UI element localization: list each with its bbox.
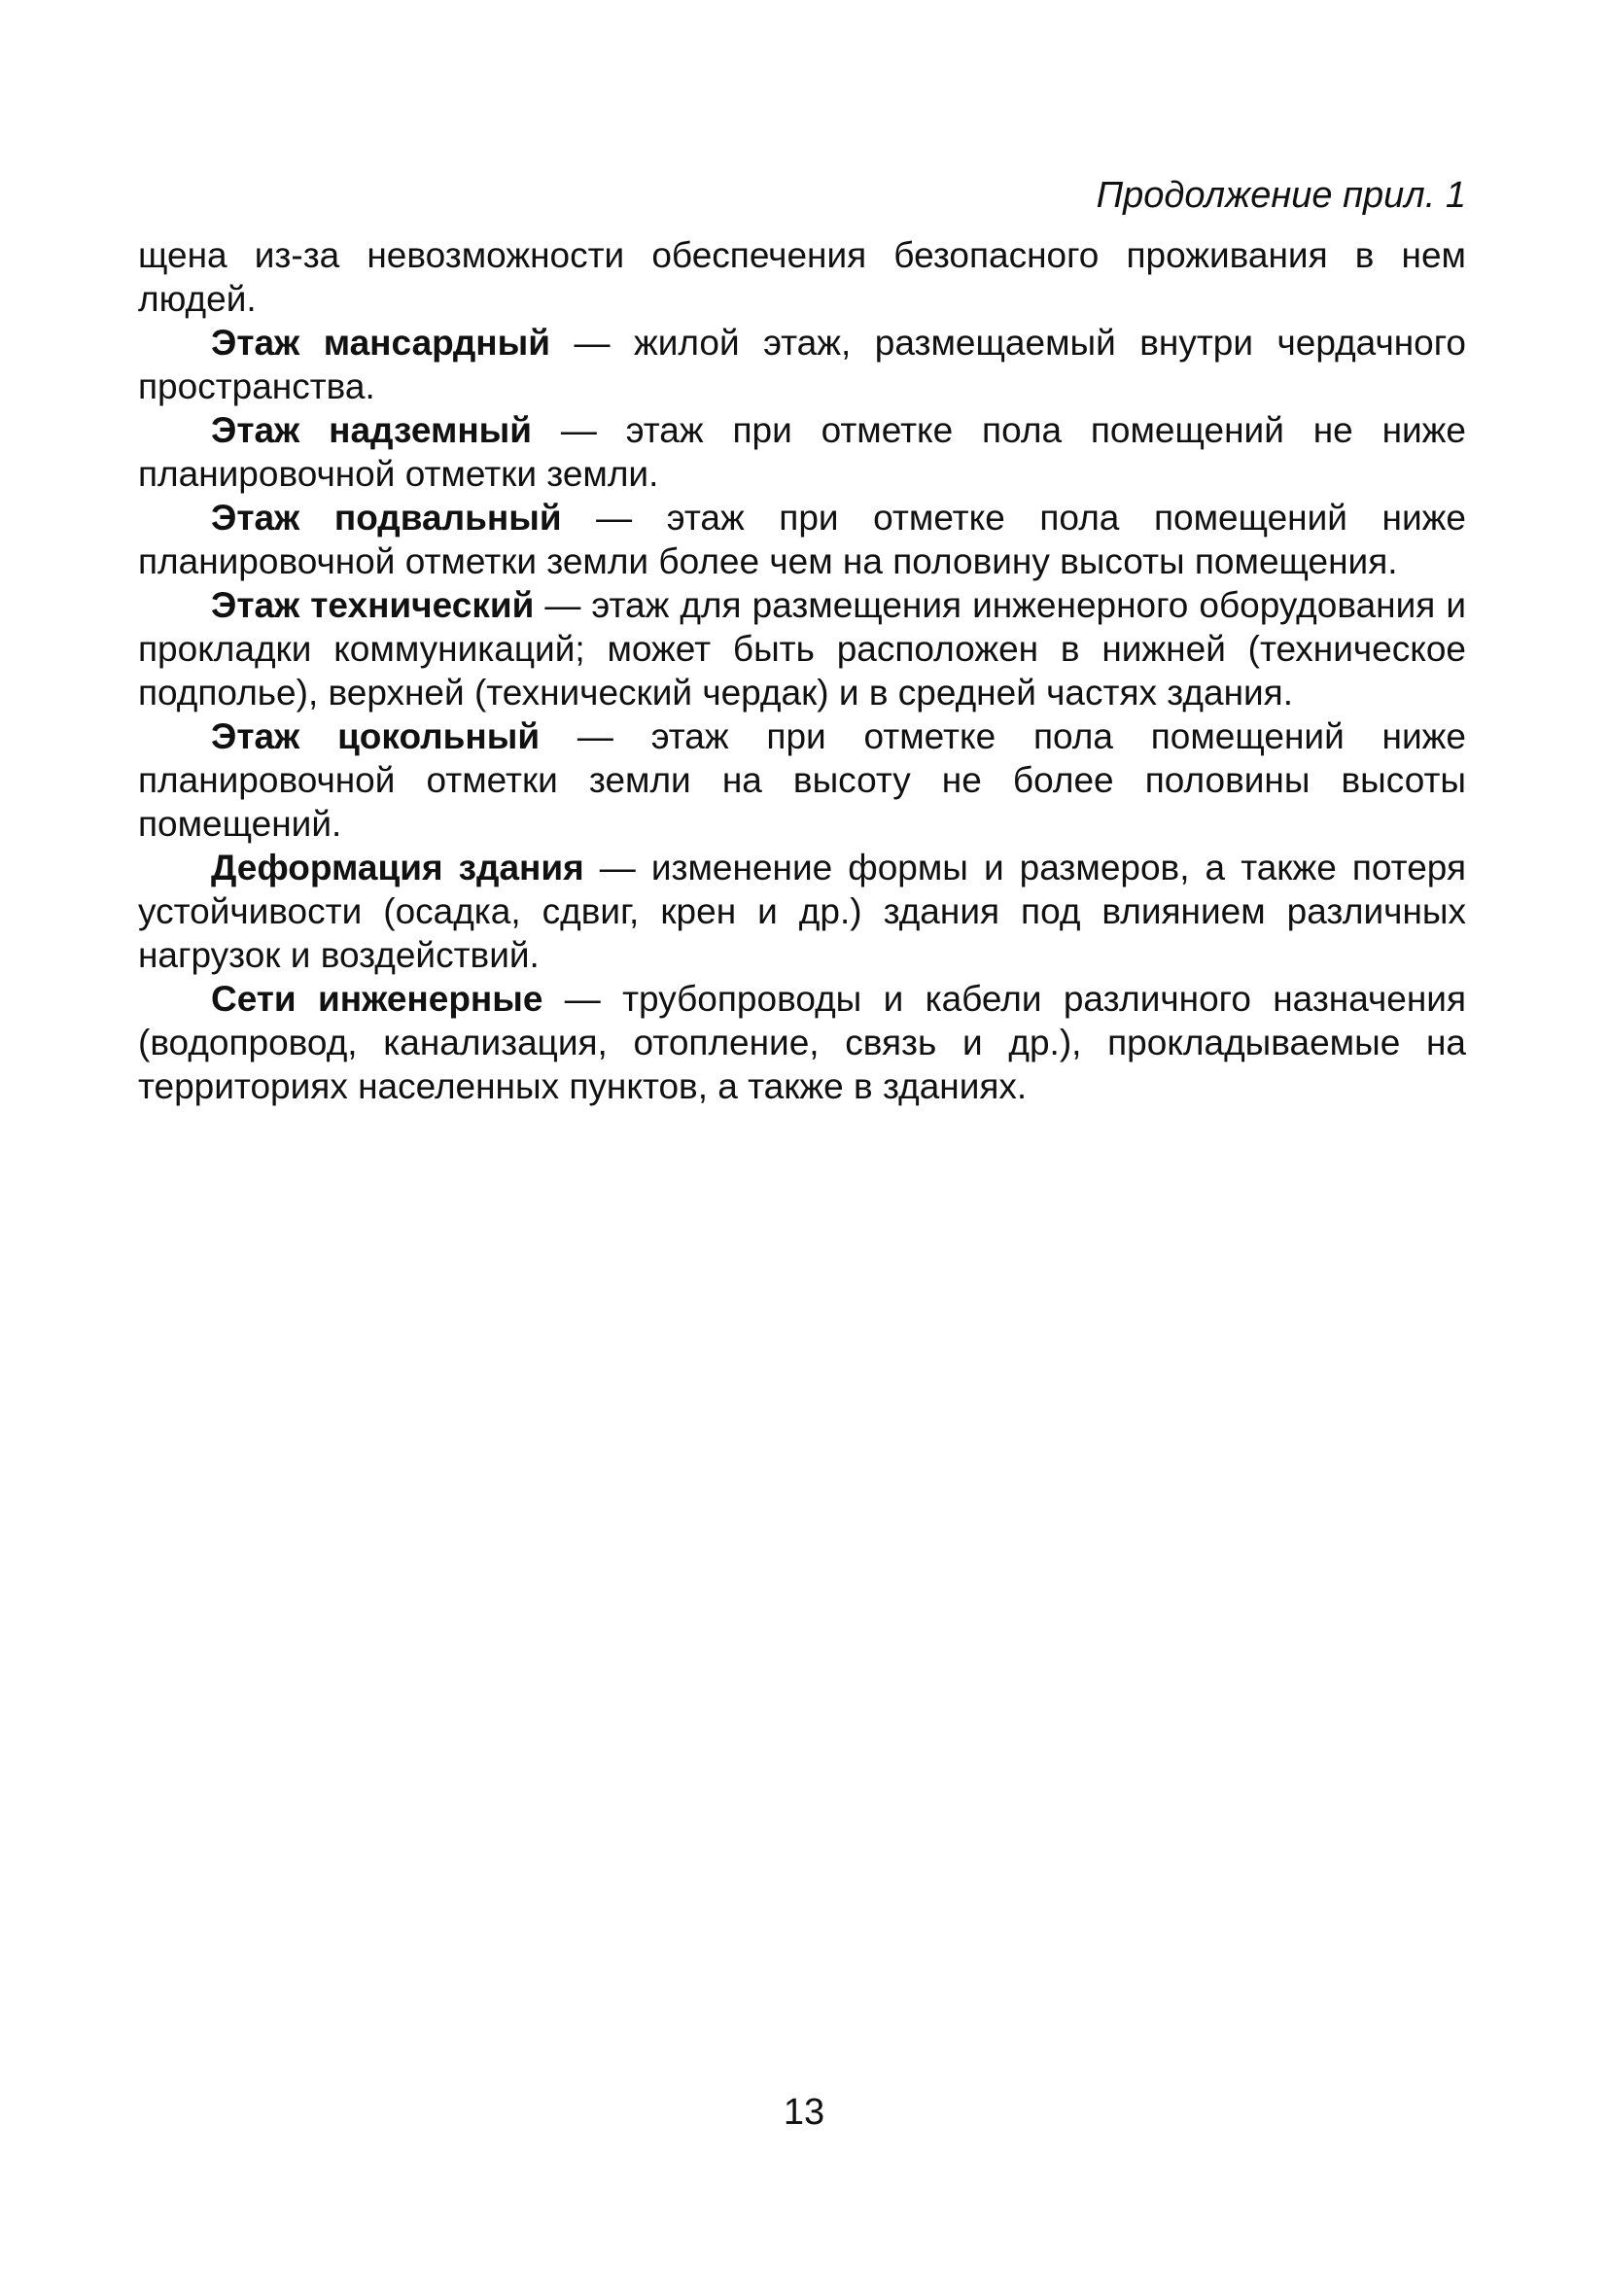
paragraph-continuation [138, 233, 1466, 321]
definition-term: Этаж надземный [211, 410, 533, 450]
definition-text: — трубопроводы и кабели различного назначения (водопровод, канализация, отопление, связь и др.), прокладываемые на территориях населенных пунктов, а также в зданиях. [138, 979, 1466, 1106]
glossary-body [138, 233, 1466, 1108]
paragraph-text: щена из-за невозможности обеспечения безопасного проживания в нем людей. [138, 235, 1466, 319]
definition-term: Этаж цокольный [211, 716, 541, 756]
definition-etazh-nadzemnyy [138, 408, 1466, 496]
definition-term: Этаж мансардный [211, 323, 550, 363]
definition-term: Этаж технический [211, 585, 535, 625]
definition-text: — этаж для размещения инженерного оборудования и прокладки коммуникаций; может быть расположен в нижней (техническое подполье), верхней (технический чердак) и в средней частях здания. [138, 585, 1466, 713]
definition-deformatsiya-zdaniya [138, 846, 1466, 977]
definition-term: Этаж подвальный [211, 498, 562, 538]
definition-etazh-tsokolnyy [138, 714, 1466, 846]
definition-text: — этаж при отметке пола помещений ниже планировочной отметки земли более чем на половину высоты помещения. [138, 498, 1466, 581]
definition-seti-inzhenernye [138, 977, 1466, 1108]
definition-text: — жилой этаж, размещаемый внутри чердачного пространства. [138, 323, 1466, 406]
definition-text: — изменение формы и размеров, а также потеря устойчивости (осадка, сдвиг, крен и др.) здания под влиянием различных нагрузок и воздействий. [138, 848, 1466, 975]
page-number: 13 [783, 2092, 825, 2133]
definition-term: Сети инженерные [211, 979, 543, 1019]
definition-text: — этаж при отметке пола помещений не ниже планировочной отметки земли. [138, 410, 1466, 494]
definition-etazh-mansardnyy [138, 321, 1466, 408]
definition-etazh-podvalnyy [138, 496, 1466, 583]
definition-text: — этаж при отметке пола помещений ниже планировочной отметки земли на высоту не более половины высоты помещений. [138, 716, 1466, 844]
definition-term: Деформация здания [211, 848, 584, 887]
definition-etazh-tekhnicheskiy [138, 583, 1466, 714]
running-header: Продолжение прил. 1 [1096, 175, 1466, 216]
